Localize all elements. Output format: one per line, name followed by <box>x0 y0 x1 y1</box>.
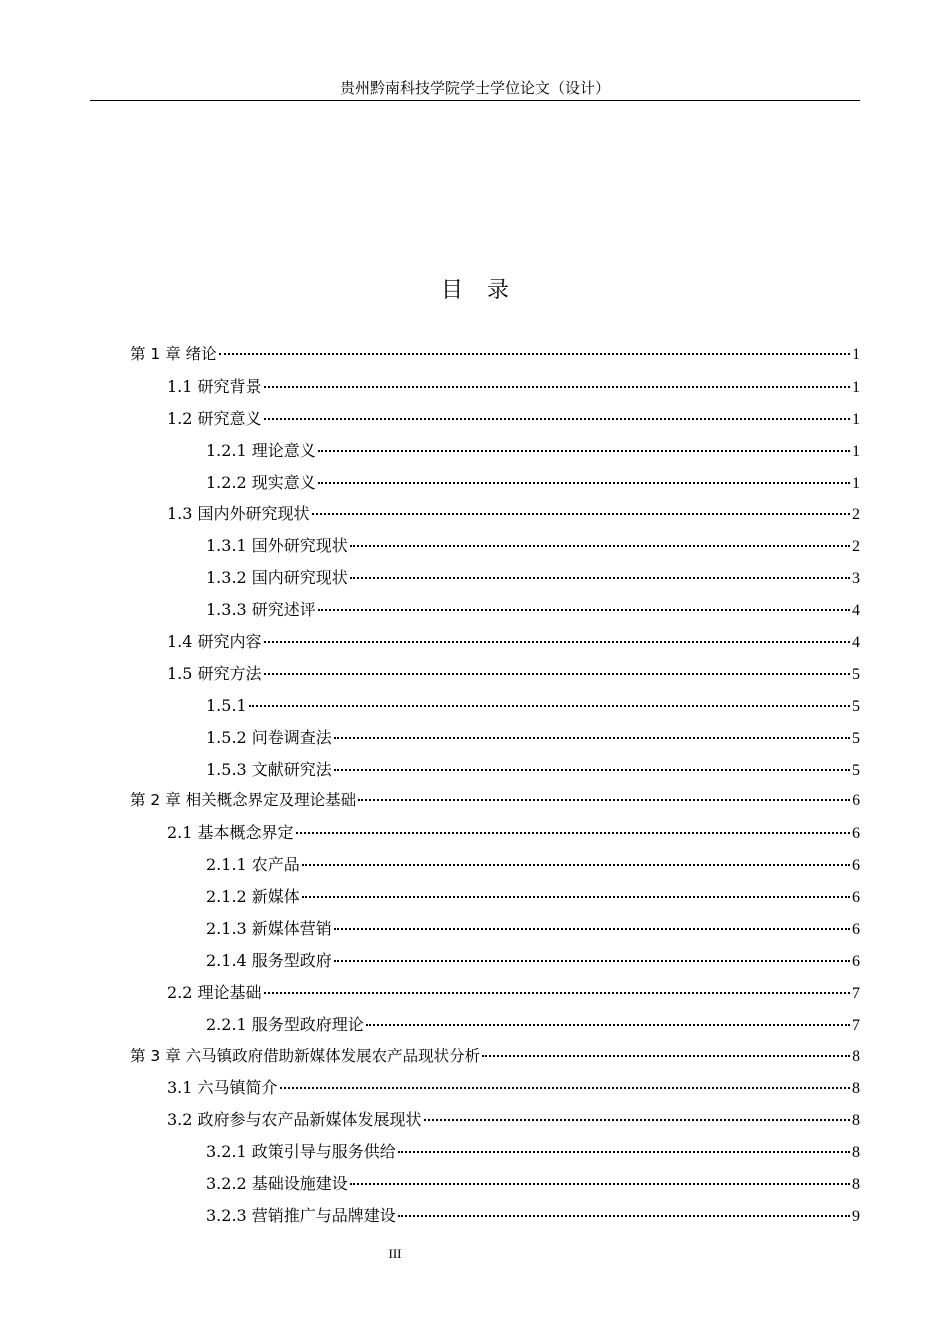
running-header: 贵州黔南科技学院学士学位论文（设计） <box>339 79 610 97</box>
toc-entry[interactable] <box>130 594 860 626</box>
toc-leader-dots <box>302 863 850 866</box>
toc-leader-dots <box>398 1214 850 1217</box>
toc-entry[interactable] <box>130 1041 860 1073</box>
toc-entry-label: 2.1.4 服务型政府 <box>206 950 332 970</box>
toc-entry-page: 1 <box>852 346 860 363</box>
toc-entry-page: 1 <box>852 442 860 460</box>
toc-leader-dots <box>482 1054 850 1057</box>
toc-entry-page: 1 <box>852 474 860 492</box>
toc-leader-dots <box>334 736 850 739</box>
toc-entry-page: 8 <box>852 1176 860 1194</box>
toc-leader-dots <box>312 512 850 515</box>
toc-entry[interactable] <box>130 1200 860 1232</box>
toc-entry[interactable] <box>130 435 860 467</box>
toc-leader-dots <box>264 385 850 388</box>
toc-entry-label: 1.2 研究意义 <box>167 408 262 428</box>
toc-entry[interactable] <box>130 626 860 658</box>
toc-entry[interactable] <box>130 658 860 690</box>
toc-entry[interactable] <box>130 1009 860 1041</box>
toc-entry-label: 第 1 章 绪论 <box>130 345 217 363</box>
toc-leader-dots <box>334 927 850 930</box>
toc-entry-label: 3.2.1 政策引导与服务供给 <box>206 1142 396 1162</box>
toc-entry-page: 8 <box>852 1144 860 1162</box>
toc-leader-dots <box>264 417 850 420</box>
toc-entry[interactable] <box>130 913 860 945</box>
toc-entry[interactable] <box>130 945 860 977</box>
toc-entry-label: 1.5.3 文献研究法 <box>206 759 332 779</box>
toc-entry-page: 8 <box>852 1047 860 1065</box>
toc-entry-label: 1.3 国内外研究现状 <box>167 504 310 524</box>
toc-entry-label: 1.5 研究方法 <box>167 663 262 683</box>
toc-entry[interactable] <box>130 849 860 881</box>
toc-entry-page: 5 <box>852 729 860 747</box>
toc-entry[interactable] <box>130 1168 860 1200</box>
toc-leader-dots <box>264 991 850 994</box>
toc-entry[interactable] <box>130 722 860 754</box>
toc-entry[interactable] <box>130 690 860 722</box>
toc-entry-label: 2.1.1 农产品 <box>206 855 300 875</box>
toc-entry-label: 2.2 理论基础 <box>167 982 262 1002</box>
toc-entry-page: 4 <box>852 602 860 620</box>
toc-entry-label: 3.2.2 基础设施建设 <box>206 1174 348 1194</box>
toc-entry-page: 6 <box>852 921 860 939</box>
toc-leader-dots <box>302 895 850 898</box>
toc-entry[interactable] <box>130 754 860 786</box>
toc-leader-dots <box>264 672 850 675</box>
header-rule <box>90 100 860 101</box>
toc-entry-page: 6 <box>852 792 860 810</box>
toc-entry-label: 1.3.2 国内研究现状 <box>206 568 348 588</box>
toc-leader-dots <box>249 704 850 707</box>
toc-entry-page: 3 <box>852 570 860 588</box>
toc-leader-dots <box>366 1023 850 1026</box>
toc-entry-label: 第 3 章 六马镇政府借助新媒体发展农产品现状分析 <box>130 1046 481 1065</box>
toc-entry[interactable] <box>130 1072 860 1104</box>
toc-entry[interactable] <box>130 881 860 913</box>
toc-entry-page: 6 <box>852 889 860 907</box>
toc-leader-dots <box>350 544 850 547</box>
toc-entry-page: 2 <box>852 538 860 556</box>
toc-entry[interactable] <box>130 530 860 562</box>
toc-entry-label: 1.4 研究内容 <box>167 632 262 652</box>
toc-entry[interactable] <box>130 467 860 499</box>
toc-entry-label: 2.2.1 服务型政府理论 <box>206 1014 364 1034</box>
toc-entry-page: 5 <box>852 665 860 683</box>
toc-entry-page: 5 <box>852 697 860 715</box>
toc-entry[interactable] <box>130 498 860 530</box>
toc-entry-label: 1.3.3 研究述评 <box>206 600 316 620</box>
toc-entry[interactable] <box>130 562 860 594</box>
toc-entry[interactable] <box>130 785 860 817</box>
toc-entry-label: 3.2 政府参与农产品新媒体发展现状 <box>167 1110 422 1130</box>
toc-entry[interactable] <box>130 1104 860 1136</box>
toc-entry-page: 8 <box>852 1112 860 1130</box>
toc-entry-label: 第 2 章 相关概念界定及理论基础 <box>130 791 357 810</box>
toc-leader-dots <box>358 798 850 801</box>
toc-entry-label: 1.3.1 国外研究现状 <box>206 536 348 556</box>
toc-entry-label: 2.1 基本概念界定 <box>167 823 294 843</box>
toc-leader-dots <box>264 640 850 643</box>
toc-entry-label: 2.1.2 新媒体 <box>206 887 300 907</box>
toc-leader-dots <box>398 1150 850 1153</box>
toc-title: 目录 <box>440 278 533 303</box>
toc-entry[interactable] <box>130 977 860 1009</box>
toc-entry-page: 6 <box>852 825 860 843</box>
toc-leader-dots <box>318 481 850 484</box>
toc-entry-page: 2 <box>852 506 860 524</box>
toc-leader-dots <box>280 1086 850 1089</box>
toc-entry[interactable] <box>130 339 860 371</box>
toc-entry-label: 1.2.2 现实意义 <box>206 472 316 492</box>
toc-entry[interactable] <box>130 1136 860 1168</box>
toc-entry-label: 1.5.1 <box>206 695 247 715</box>
toc-entry-page: 6 <box>852 952 860 970</box>
toc-entry-page: 4 <box>852 634 860 652</box>
toc-leader-dots <box>350 576 850 579</box>
toc-entry-page: 9 <box>852 1208 860 1226</box>
toc-entry-page: 8 <box>852 1080 860 1098</box>
toc-entry-label: 1.5.2 问卷调查法 <box>206 727 332 747</box>
toc-leader-dots <box>296 831 850 834</box>
toc-entry-label: 1.1 研究背景 <box>167 376 262 396</box>
toc-leader-dots <box>219 352 851 355</box>
toc-leader-dots <box>334 768 850 771</box>
toc-entry[interactable] <box>130 371 860 403</box>
toc-entry-label: 2.1.3 新媒体营销 <box>206 919 332 939</box>
toc-leader-dots <box>350 1182 850 1185</box>
table-of-contents <box>130 339 860 1232</box>
toc-entry-label: 3.1 六马镇简介 <box>167 1078 278 1098</box>
toc-entry-page: 5 <box>852 761 860 779</box>
toc-leader-dots <box>424 1118 850 1121</box>
toc-entry-page: 7 <box>852 1016 860 1034</box>
toc-entry-label: 1.2.1 理论意义 <box>206 440 316 460</box>
toc-entry-page: 6 <box>852 857 860 875</box>
page-number: III <box>388 1246 402 1261</box>
toc-entry-label: 3.2.3 营销推广与品牌建设 <box>206 1206 396 1226</box>
toc-leader-dots <box>318 608 850 611</box>
toc-entry-page: 7 <box>852 984 860 1002</box>
toc-entry-page: 1 <box>852 410 860 428</box>
toc-leader-dots <box>318 449 850 452</box>
toc-entry[interactable] <box>130 817 860 849</box>
toc-leader-dots <box>334 959 850 962</box>
toc-entry-page: 1 <box>852 378 860 396</box>
toc-entry[interactable] <box>130 403 860 435</box>
